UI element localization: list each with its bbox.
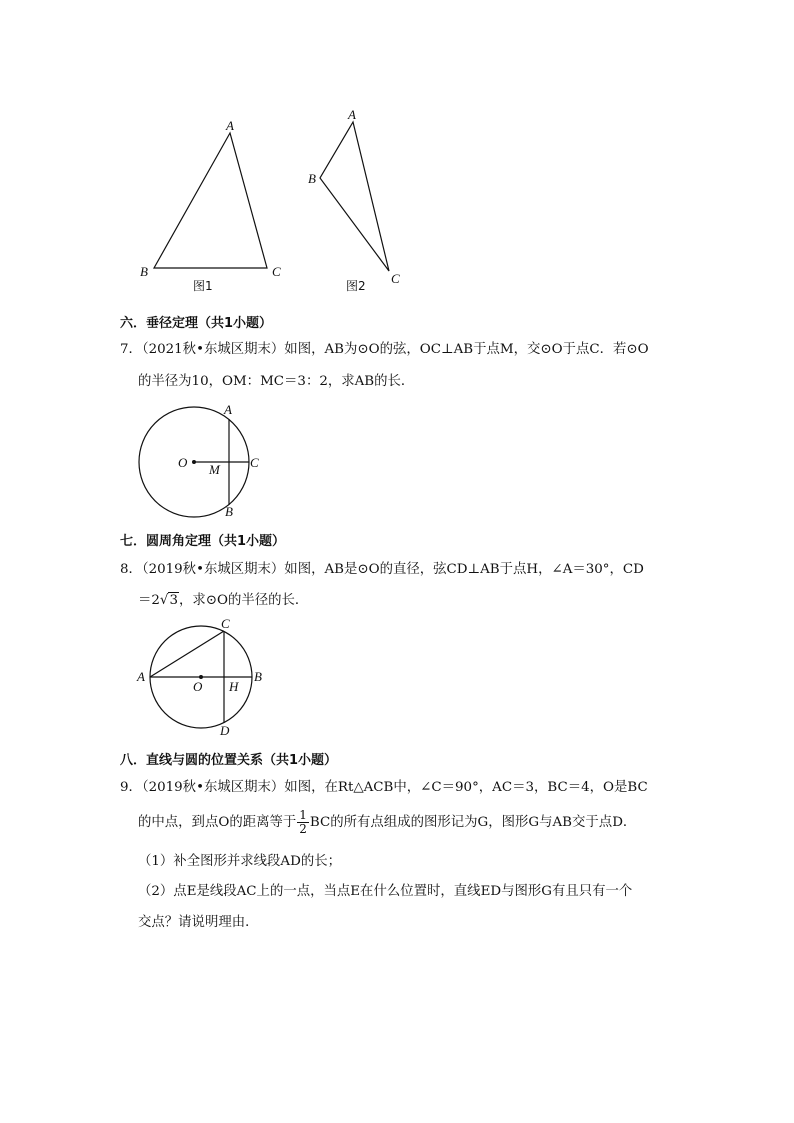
question-7-line-2: 的半径为10，OM：MC＝3：2，求AB的长． <box>138 374 415 389</box>
label-m: M <box>209 462 220 477</box>
chord-ac <box>150 631 224 677</box>
question-9-line-1: 9．（2019秋•东城区期末）如图，在Rt△ACB中，∠C＝90°，AC＝3，BC＝4，O是BC <box>120 780 648 795</box>
question-8-line-2 <box>138 591 308 611</box>
sqrt-radicand: 3 <box>169 593 178 608</box>
q8-cd-equals: ＝2 <box>138 593 160 608</box>
fraction-one-half <box>297 809 309 836</box>
label-a: A <box>348 107 356 122</box>
question-9-line-2 <box>138 806 636 840</box>
question-8-line-1: 8．（2019秋•东城区期末）如图，AB是⊙O的直径，弦CD⊥AB于点H，∠A＝30°，CD <box>120 562 644 577</box>
section-heading-7: 七．圆周角定理（共1小题） <box>120 534 286 549</box>
label-c: C <box>250 455 259 470</box>
fraction-numerator: 1 <box>299 808 307 822</box>
figure-caption: 图1 <box>193 279 213 293</box>
label-h: H <box>229 679 239 694</box>
triangle-abc-fig1 <box>154 133 267 268</box>
question-9-part-1: （1）补全图形并求线段AD的长； <box>138 854 342 869</box>
label-b: B <box>308 171 316 186</box>
center-point <box>192 460 196 464</box>
sqrt-expression: √3 <box>159 593 178 608</box>
label-c: C <box>272 264 281 279</box>
triangle-abc-fig2 <box>320 122 389 271</box>
label-o: O <box>193 679 203 694</box>
fraction-denominator: 2 <box>299 822 307 836</box>
label-a: A <box>224 402 232 417</box>
question-9-part-2-line-2: 交点？请说明理由． <box>138 915 259 930</box>
label-c: C <box>221 616 230 631</box>
label-o: O <box>178 455 188 470</box>
label-b: B <box>225 504 233 519</box>
label-d: D <box>220 723 230 738</box>
q8-question: ，求⊙O的半径的长． <box>179 593 309 608</box>
figure-question-7-circle <box>135 400 275 520</box>
label-c: C <box>391 271 400 286</box>
figure-2-triangle <box>300 105 410 300</box>
section-heading-8: 八．直线与圆的位置关系（共1小题） <box>120 753 338 768</box>
label-a: A <box>137 669 145 684</box>
figure-question-8-circle <box>135 612 275 742</box>
label-b: B <box>140 264 148 279</box>
q9-text-after-fraction: BC的所有点组成的图形记为G，图形G与AB交于点D． <box>309 815 637 830</box>
figure-1-triangle <box>130 110 300 300</box>
label-b: B <box>254 669 262 684</box>
q9-text-before-fraction: 的中点，到点O的距离等于 <box>138 815 297 830</box>
label-a: A <box>226 118 234 133</box>
question-7-line-1: 7．（2021秋•东城区期末）如图，AB为⊙O的弦，OC⊥AB于点M，交⊙O于点C．若⊙O <box>120 342 649 357</box>
figure-caption: 图2 <box>346 279 366 293</box>
question-9-part-2-line-1: （2）点E是线段AC上的一点，当点E在什么位置时，直线ED与图形G有且只有一个 <box>138 884 633 899</box>
section-heading-6: 六．垂径定理（共1小题） <box>120 316 273 331</box>
